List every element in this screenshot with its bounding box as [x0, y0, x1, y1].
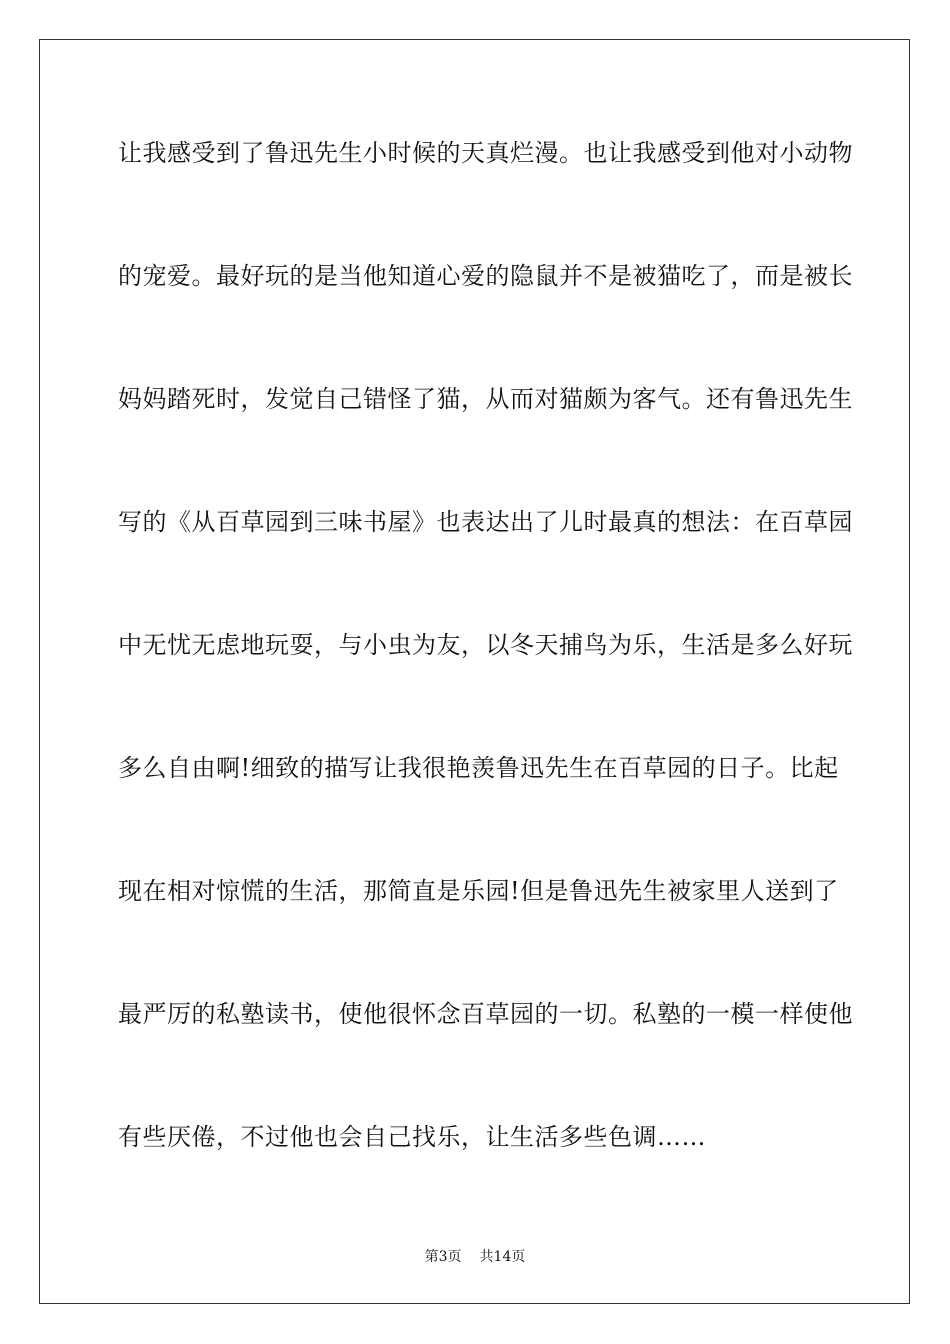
- text-line: 现在相对惊慌的生活，那简直是乐园!但是鲁迅先生被家里人送到了: [118, 877, 839, 905]
- text-line: 中无忧无虑地玩耍，与小虫为友，以冬天捕鸟为乐，生活是多么好玩: [118, 631, 853, 659]
- text-line: 写的《从百草园到三味书屋》也表达出了儿时最真的想法：在百草园: [118, 508, 853, 536]
- text-line: 多么自由啊!细致的描写让我很艳羡鲁迅先生在百草园的日子。比起: [118, 754, 839, 782]
- body-text: [118, 128, 853, 1235]
- page-total: 共14页: [479, 1249, 526, 1265]
- text-line: 有些厌倦，不过他也会自己找乐，让生活多些色调……: [118, 1123, 706, 1151]
- page-footer: [0, 1247, 950, 1267]
- text-line: 妈妈踏死时，发觉自己错怪了猫，从而对猫颇为客气。还有鲁迅先生: [118, 385, 853, 413]
- text-line: 的宠爱。最好玩的是当他知道心爱的隐鼠并不是被猫吃了，而是被长: [118, 262, 853, 290]
- text-line: 让我感受到了鲁迅先生小时候的天真烂漫。也让我感受到他对小动物: [118, 139, 853, 167]
- text-line: 最严厉的私塾读书，使他很怀念百草园的一切。私塾的一模一样使他: [118, 1000, 853, 1028]
- page-number: 第3页: [424, 1249, 462, 1265]
